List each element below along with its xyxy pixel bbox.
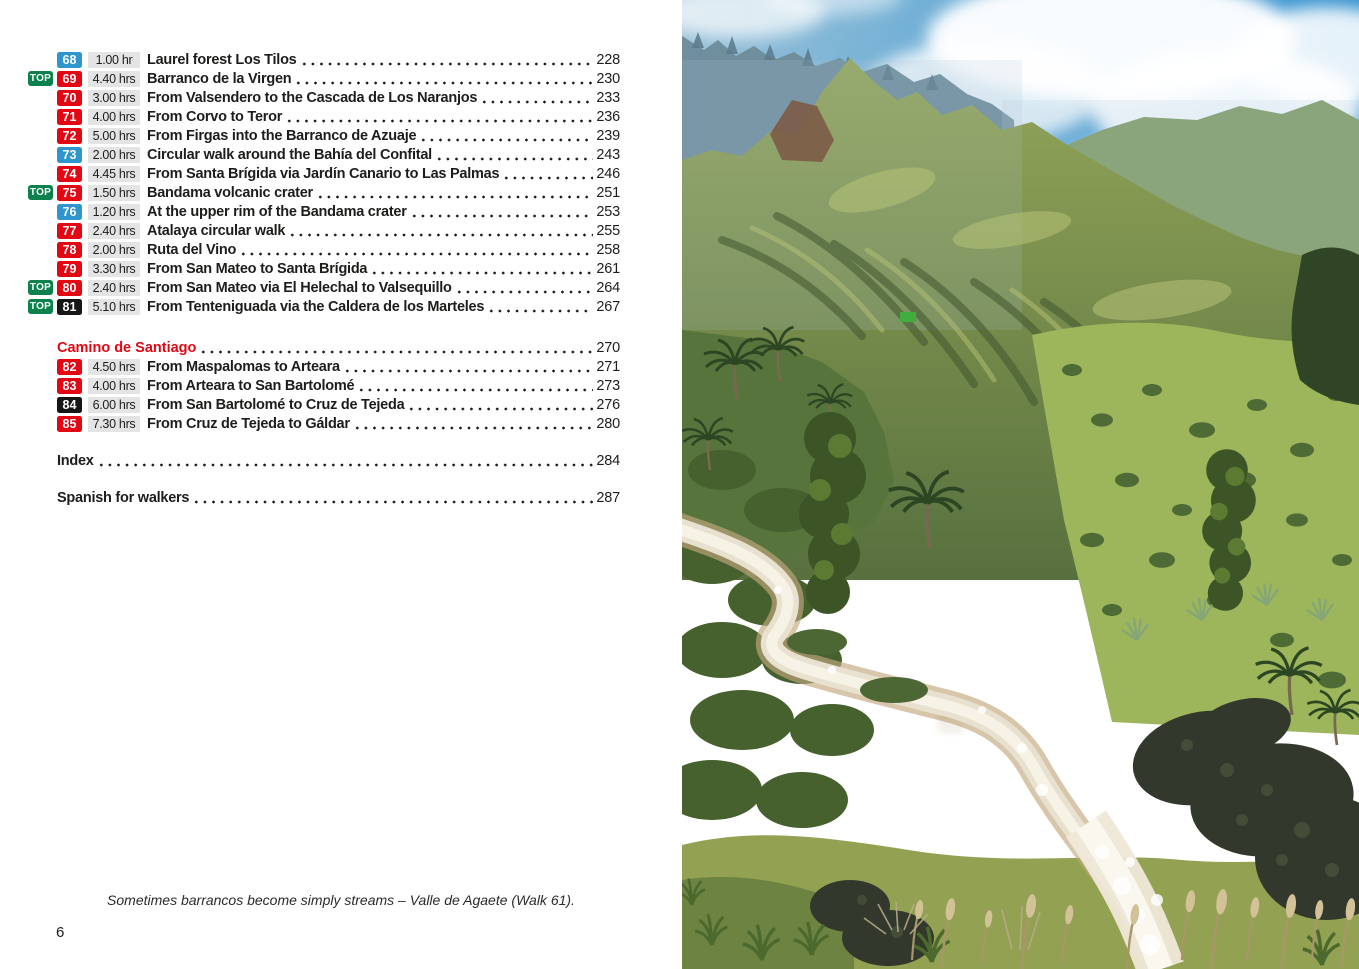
toc-walk-row[interactable] xyxy=(28,88,620,107)
walk-page-ref: 273 xyxy=(596,377,620,394)
dot-leader xyxy=(487,309,593,313)
walk-title: From Tenteniguada via the Caldera de los Marteles xyxy=(147,298,485,315)
walk-number-badge: 76 xyxy=(57,204,82,220)
walk-duration: 4.00 hrs xyxy=(88,378,140,394)
walk-title: From San Mateo to Santa Brígida xyxy=(147,260,368,277)
walk-title: From Cruz de Tejeda to Gáldar xyxy=(147,415,350,432)
walk-duration: 2.00 hrs xyxy=(88,147,140,163)
top-badge-spacer xyxy=(28,378,53,393)
walk-duration: 5.00 hrs xyxy=(88,128,140,144)
dot-leader xyxy=(480,100,593,104)
walk-number-badge: 74 xyxy=(57,166,82,182)
table-of-contents xyxy=(28,50,620,507)
dot-leader xyxy=(357,388,593,392)
section-page-ref: 270 xyxy=(596,339,620,356)
walk-title: From Maspalomas to Arteara xyxy=(147,358,340,375)
walk-page-ref: 267 xyxy=(596,298,620,315)
toc-walk-row[interactable] xyxy=(28,202,620,221)
walk-page-ref: 264 xyxy=(596,279,620,296)
top-badge-spacer xyxy=(28,204,53,219)
walk-page-ref: 253 xyxy=(596,203,620,220)
toc-walk-row[interactable] xyxy=(28,107,620,126)
dot-leader xyxy=(97,463,594,467)
walk-page-ref: 280 xyxy=(596,415,620,432)
walk-duration: 6.00 hrs xyxy=(88,397,140,413)
dot-leader xyxy=(239,252,593,256)
walk-page-ref: 236 xyxy=(596,108,620,125)
toc-walk-row[interactable] xyxy=(28,126,620,145)
extra-page-ref: 287 xyxy=(596,489,620,506)
walk-page-ref: 255 xyxy=(596,222,620,239)
walk-title: Circular walk around the Bahía del Confital xyxy=(147,146,432,163)
walk-page-ref: 243 xyxy=(596,146,620,163)
toc-walk-row[interactable] xyxy=(28,145,620,164)
top-badge-spacer xyxy=(28,109,53,124)
top-badge-spacer xyxy=(28,147,53,162)
walk-duration: 4.50 hrs xyxy=(88,359,140,375)
top-badge-spacer xyxy=(28,128,53,143)
walk-title: From Arteara to San Bartolomé xyxy=(147,377,355,394)
dot-leader xyxy=(407,407,593,411)
toc-extra-row[interactable] xyxy=(28,488,620,507)
walk-page-ref: 251 xyxy=(596,184,620,201)
walk-number-badge: 80 xyxy=(57,280,82,296)
top-badge: TOP xyxy=(29,282,52,293)
walk-duration: 3.30 hrs xyxy=(88,261,140,277)
dot-leader xyxy=(285,119,593,123)
top-badge-spacer xyxy=(28,416,53,431)
top-badge-spacer xyxy=(28,52,53,67)
walk-duration: 5.10 hrs xyxy=(88,299,140,315)
walk-title: From San Mateo via El Helechal to Valsequillo xyxy=(147,279,452,296)
dot-leader xyxy=(502,176,593,180)
walk-duration: 2.40 hrs xyxy=(88,280,140,296)
walk-page-ref: 261 xyxy=(596,260,620,277)
walk-page-ref: 271 xyxy=(596,358,620,375)
valley-stream-photo xyxy=(682,0,1359,969)
walk-duration: 7.30 hrs xyxy=(88,416,140,432)
walk-number-badge: 81 xyxy=(57,299,82,315)
toc-walk-row[interactable] xyxy=(28,183,620,202)
toc-walk-row[interactable] xyxy=(28,240,620,259)
walk-page-ref: 276 xyxy=(596,396,620,413)
dot-leader xyxy=(370,271,593,275)
walk-page-ref: 246 xyxy=(596,165,620,182)
walk-number-badge: 71 xyxy=(57,109,82,125)
walk-title: From Corvo to Teror xyxy=(147,108,283,125)
walk-number-badge: 82 xyxy=(57,359,82,375)
toc-walk-row[interactable] xyxy=(28,164,620,183)
walk-title: From Santa Brígida via Jardín Canario to Las Palmas xyxy=(147,165,500,182)
walk-number-badge: 70 xyxy=(57,90,82,106)
top-badge: TOP xyxy=(29,301,52,312)
extra-page-ref: 284 xyxy=(596,452,620,469)
dot-leader xyxy=(455,290,594,294)
dot-leader xyxy=(288,233,593,237)
toc-walk-row[interactable] xyxy=(28,50,620,69)
walk-title: Laurel forest Los Tilos xyxy=(147,51,297,68)
top-badge-spacer xyxy=(28,397,53,412)
top-badge-spacer xyxy=(28,166,53,181)
walk-duration: 2.00 hrs xyxy=(88,242,140,258)
toc-walk-row[interactable] xyxy=(28,278,620,297)
walk-duration: 1.50 hrs xyxy=(88,185,140,201)
dot-leader xyxy=(192,500,593,504)
toc-walk-row[interactable] xyxy=(28,221,620,240)
dot-leader xyxy=(294,81,593,85)
walk-duration: 2.40 hrs xyxy=(88,223,140,239)
walk-number-badge: 77 xyxy=(57,223,82,239)
walk-duration: 1.20 hrs xyxy=(88,204,140,220)
walk-title: Bandama volcanic crater xyxy=(147,184,313,201)
walk-title: Atalaya circular walk xyxy=(147,222,286,239)
toc-walk-row[interactable] xyxy=(28,259,620,278)
dot-leader xyxy=(435,157,593,161)
walk-number-badge: 75 xyxy=(57,185,82,201)
photo-caption: Sometimes barrancos become simply streams – Valle de Agaete (Walk 61). xyxy=(107,892,575,908)
walk-title: From San Bartolomé to Cruz de Tejeda xyxy=(147,396,405,413)
toc-walk-row[interactable] xyxy=(28,414,620,433)
toc-walk-row[interactable] xyxy=(28,376,620,395)
toc-section-heading-row[interactable] xyxy=(28,338,620,357)
walk-page-ref: 228 xyxy=(596,51,620,68)
walk-page-ref: 230 xyxy=(596,70,620,87)
walk-number-badge: 85 xyxy=(57,416,82,432)
toc-walk-row[interactable] xyxy=(28,69,620,88)
walk-title: From Firgas into the Barranco de Azuaje xyxy=(147,127,417,144)
top-badge-spacer xyxy=(28,90,53,105)
walk-duration: 4.00 hrs xyxy=(88,109,140,125)
top-badge-spacer xyxy=(28,359,53,374)
walk-title: From Valsendero to the Cascada de Los Naranjos xyxy=(147,89,478,106)
top-badge-spacer xyxy=(28,261,53,276)
toc-walk-row[interactable] xyxy=(28,297,620,316)
page-number: 6 xyxy=(56,924,65,941)
extra-label: Spanish for walkers xyxy=(57,489,190,506)
walk-number-badge: 68 xyxy=(57,52,82,68)
walk-number-badge: 73 xyxy=(57,147,82,163)
walk-number-badge: 69 xyxy=(57,71,82,87)
top-badge-spacer xyxy=(28,242,53,257)
walk-page-ref: 258 xyxy=(596,241,620,258)
walk-number-badge: 84 xyxy=(57,397,82,413)
extra-label: Index xyxy=(57,452,94,469)
dot-leader xyxy=(419,138,593,142)
top-badge: TOP xyxy=(29,187,52,198)
dot-leader xyxy=(199,350,593,354)
valley-photo-illustration xyxy=(682,0,1359,969)
walk-duration: 1.00 hr xyxy=(88,52,140,68)
walk-title: Ruta del Vino xyxy=(147,241,237,258)
walk-duration: 4.45 hrs xyxy=(88,166,140,182)
walk-page-ref: 239 xyxy=(596,127,620,144)
dot-leader xyxy=(300,62,594,66)
walk-number-badge: 78 xyxy=(57,242,82,258)
walk-number-badge: 83 xyxy=(57,378,82,394)
top-badge: TOP xyxy=(29,73,52,84)
top-badge-spacer xyxy=(28,223,53,238)
walk-page-ref: 233 xyxy=(596,89,620,106)
walk-number-badge: 79 xyxy=(57,261,82,277)
walk-title: At the upper rim of the Bandama crater xyxy=(147,203,407,220)
dot-leader xyxy=(343,369,594,373)
toc-walk-row[interactable] xyxy=(28,357,620,376)
section-heading-label: Camino de Santiago xyxy=(57,339,197,356)
dot-leader xyxy=(316,195,593,199)
walk-duration: 3.00 hrs xyxy=(88,90,140,106)
dot-leader xyxy=(353,426,594,430)
walk-number-badge: 72 xyxy=(57,128,82,144)
toc-walk-row[interactable] xyxy=(28,395,620,414)
walk-title: Barranco de la Virgen xyxy=(147,70,292,87)
walk-duration: 4.40 hrs xyxy=(88,71,140,87)
toc-extra-row[interactable] xyxy=(28,451,620,470)
dot-leader xyxy=(410,214,594,218)
